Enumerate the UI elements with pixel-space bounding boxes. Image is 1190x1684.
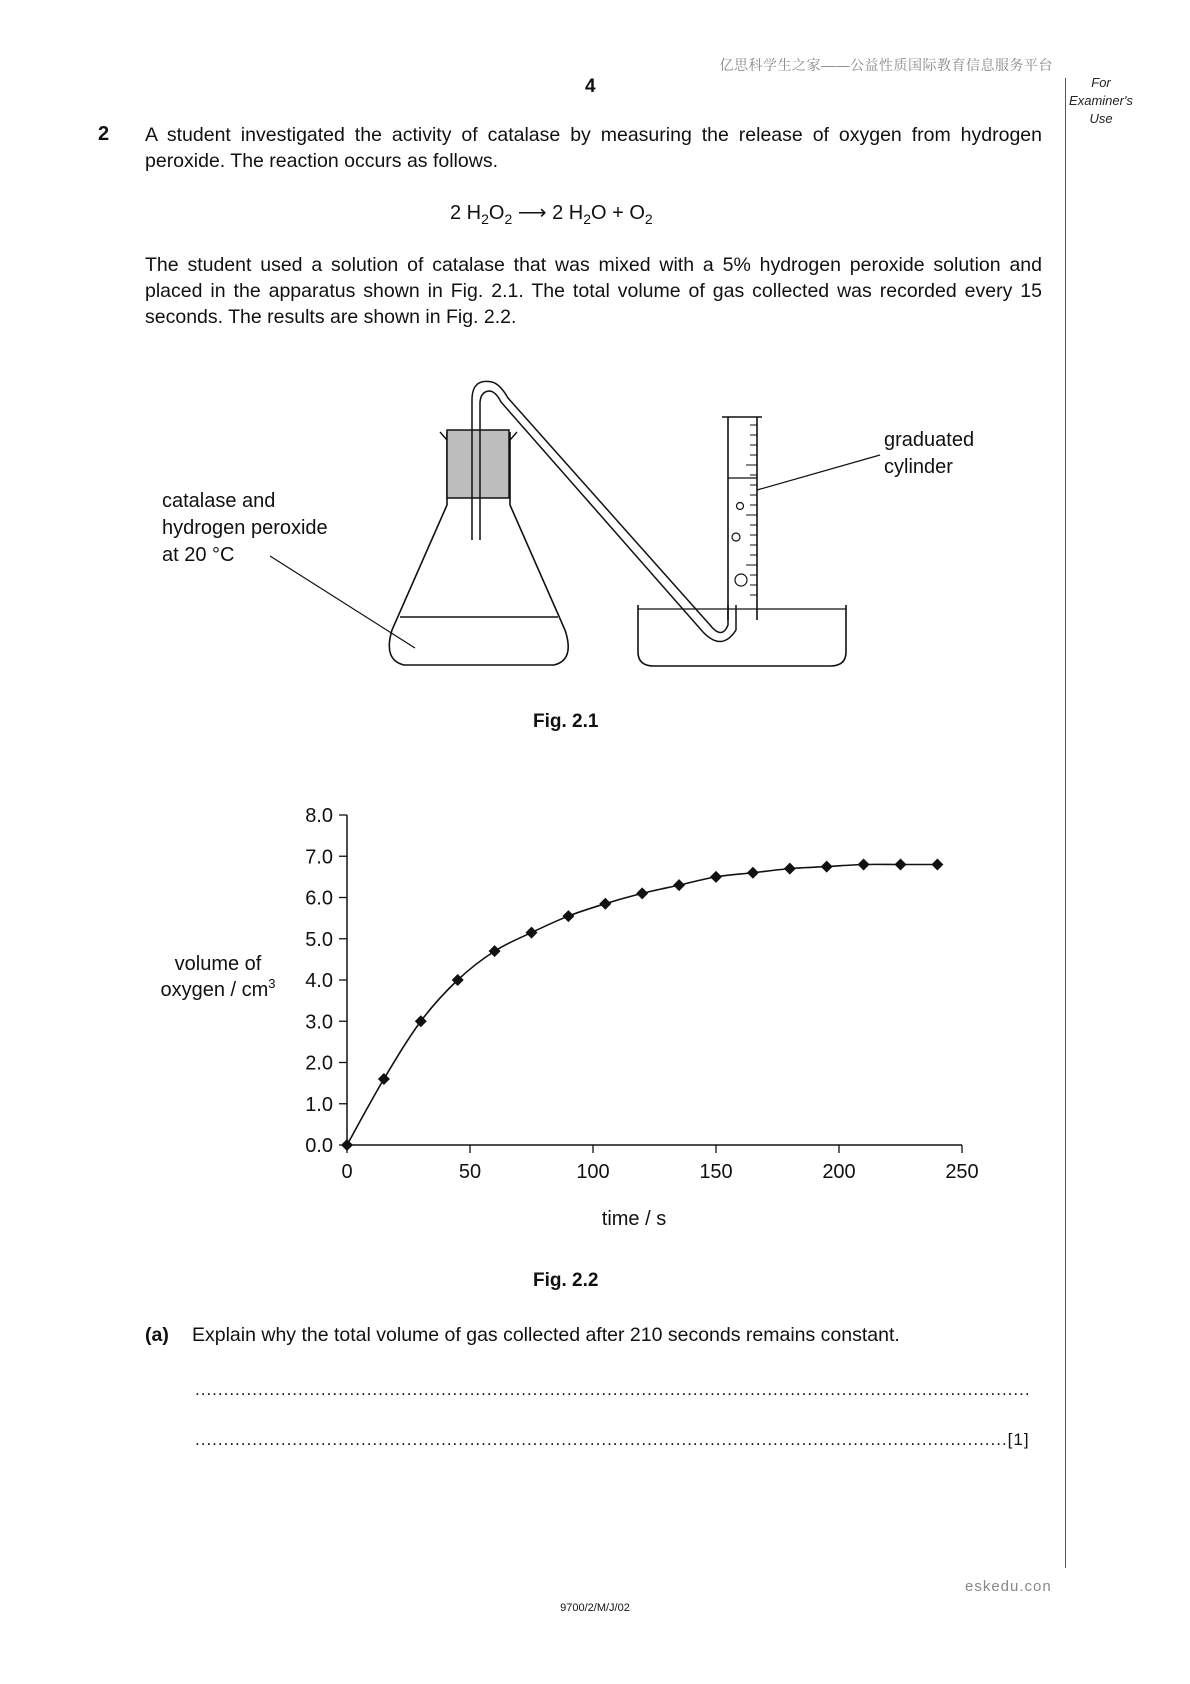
data-point <box>526 927 538 939</box>
flask-label: hydrogen peroxide <box>162 517 328 539</box>
footer-code: 9700/2/M/J/02 <box>560 1602 630 1614</box>
gas-bubble <box>737 503 744 510</box>
data-point <box>489 945 501 957</box>
watermark-header: 亿思科学生之家——公益性质国际教育信息服务平台 <box>719 57 1053 73</box>
data-point <box>636 887 648 899</box>
question-method: The student used a solution of catalase that was mixed with a 5% hydrogen peroxide solution and placed in the apparatus shown in Fig. 2.1. The total volume of gas collected was recorded every 15 seconds. The results are shown in Fig. 2.2. <box>145 254 1042 328</box>
rubber-bung <box>447 430 509 498</box>
data-point <box>378 1073 390 1085</box>
x-tick-label: 200 <box>822 1161 856 1183</box>
y-tick-label: 8.0 <box>305 805 333 827</box>
eq-sub: 2 <box>504 211 513 227</box>
figure-caption: Fig. 2.2 <box>533 1270 599 1291</box>
eq-part: O <box>488 202 505 224</box>
series-markers <box>341 859 943 1152</box>
eq-part: 2 H <box>552 202 584 224</box>
gas-bubble <box>732 533 740 541</box>
data-point <box>931 859 943 871</box>
gas-bubble <box>735 574 747 586</box>
x-tick-label: 50 <box>458 1161 482 1183</box>
question-number: 2 <box>98 123 110 145</box>
footer-site: eskedu.con <box>965 1578 1052 1595</box>
answer-line[interactable]: ..............................................................................................................................................[1] <box>195 1430 1030 1449</box>
chart-ticks <box>305 805 979 1183</box>
y-tick-label: 2.0 <box>305 1052 333 1075</box>
question-intro: A student investigated the activity of catalase by measuring the release of oxygen from hydrogen peroxide. The reaction occurs as follows. <box>145 124 1042 172</box>
part-a-label: (a) <box>145 1324 169 1346</box>
data-point <box>858 859 870 871</box>
y-tick-label: 3.0 <box>305 1011 333 1034</box>
series-line <box>347 864 937 1145</box>
y-tick-label: 5.0 <box>305 928 333 951</box>
x-axis-label: time / s <box>601 1208 667 1230</box>
data-point <box>673 879 685 891</box>
y-tick-label: 4.0 <box>305 970 333 992</box>
cylinder-label-line <box>757 455 880 490</box>
eq-arrow: ⟶ <box>512 202 553 224</box>
data-point <box>562 910 574 922</box>
y-tick-label: 6.0 <box>305 887 333 910</box>
figure-caption: Fig. 2.1 <box>533 711 599 732</box>
cylinder-graduations <box>746 425 757 595</box>
y-axis-label-sup: 3 <box>268 976 276 991</box>
x-tick-label: 100 <box>576 1161 610 1183</box>
x-tick-label: 0 <box>341 1161 353 1183</box>
data-point <box>341 1139 353 1151</box>
cylinder-label: cylinder <box>884 456 953 478</box>
data-point <box>895 859 907 871</box>
data-point <box>599 898 611 910</box>
eq-part: O + O <box>591 202 645 224</box>
y-axis-label-text: oxygen / cm <box>160 979 269 1001</box>
delivery-tube-inner <box>480 391 736 642</box>
y-axis-label <box>160 976 275 1001</box>
x-tick-label: 250 <box>945 1161 979 1183</box>
flask-label: at 20 °C <box>162 544 235 566</box>
cylinder-label: graduated <box>884 429 975 451</box>
data-point <box>710 871 722 883</box>
examiner-label-line1: For <box>1091 75 1111 90</box>
y-axis-label: volume of <box>174 953 262 975</box>
examiner-label-line3: Use <box>1089 111 1113 126</box>
y-tick-label: 1.0 <box>305 1093 333 1116</box>
page-number: 4 <box>585 76 596 97</box>
water-trough <box>638 605 846 666</box>
part-a-question: Explain why the total volume of gas collected after 210 seconds remains constant. <box>192 1324 900 1346</box>
apparatus-diagram <box>0 0 1190 720</box>
flask-lip-left <box>440 432 447 440</box>
y-tick-label: 0.0 <box>305 1135 333 1157</box>
data-point <box>821 861 833 873</box>
answer-line[interactable]: .................................................................................................................................................. <box>195 1380 1031 1399</box>
eq-part: 2 H <box>450 202 482 224</box>
flask-lip-right <box>510 432 517 440</box>
oxygen-volume-chart <box>0 780 1190 1250</box>
flask-label: catalase and <box>162 490 276 512</box>
x-tick-label: 150 <box>699 1161 733 1183</box>
y-tick-label: 7.0 <box>305 846 333 869</box>
examiner-label-line2: Examiner's <box>1069 93 1133 108</box>
eq-sub: 2 <box>481 211 489 227</box>
data-point <box>784 863 796 875</box>
eq-sub: 2 <box>644 211 653 227</box>
flask-label-line <box>270 556 415 648</box>
data-point <box>747 867 759 879</box>
eq-sub: 2 <box>583 211 591 227</box>
